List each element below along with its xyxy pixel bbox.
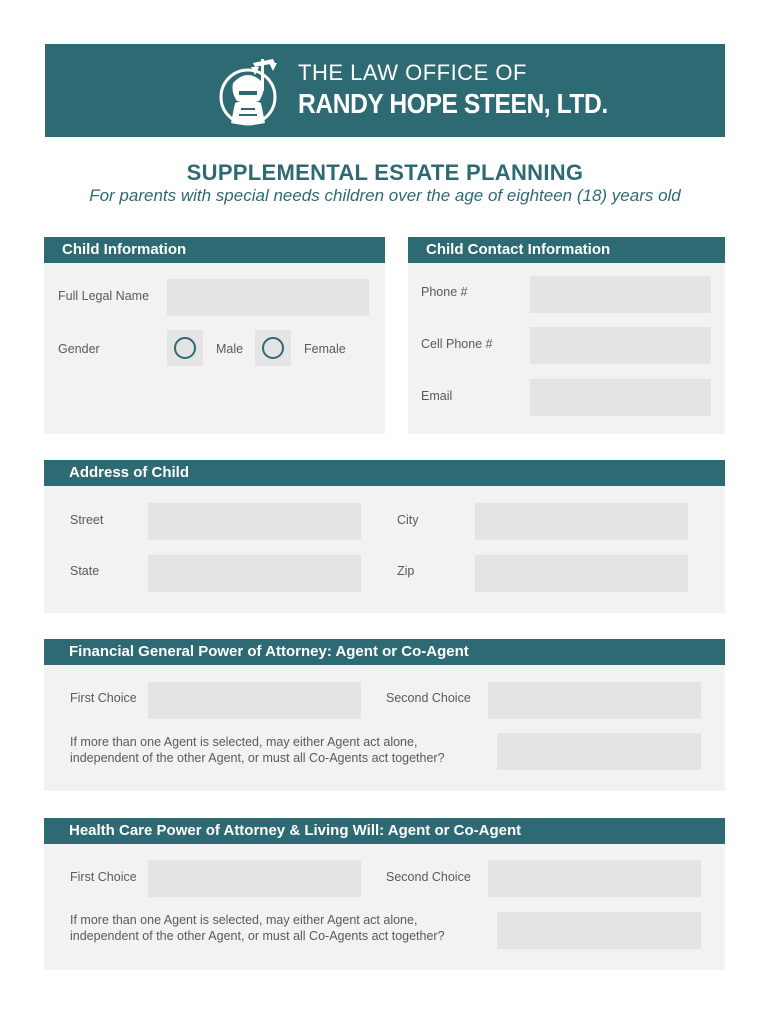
email-field[interactable] — [530, 379, 711, 416]
address-panel — [44, 460, 725, 613]
health-agent-answer-field[interactable] — [497, 912, 701, 949]
zip-label: Zip — [397, 564, 415, 578]
child-contact-panel — [408, 237, 725, 434]
city-field[interactable] — [475, 503, 688, 540]
health-second-choice-label: Second Choice — [386, 870, 471, 884]
firm-name-line1: THE LAW OFFICE OF — [298, 60, 527, 85]
male-label: Male — [216, 342, 244, 356]
document-subtitle: For parents with special needs children over the age of eighteen (18) years old — [89, 186, 681, 205]
state-label: State — [70, 564, 100, 578]
financial-agent-question — [70, 734, 445, 766]
health-first-choice-label: First Choice — [70, 870, 137, 884]
child-contact-heading: Child Contact Information — [408, 237, 725, 263]
cell-phone-label: Cell Phone # — [421, 337, 493, 351]
health-second-choice-field[interactable] — [488, 860, 701, 897]
financial-agent-answer-field[interactable] — [497, 733, 701, 770]
financial-question-line2: independent of the other Agent, or must all Co-Agents act together? — [70, 751, 445, 765]
lady-justice-icon — [219, 53, 281, 129]
male-radio[interactable] — [167, 330, 203, 366]
financial-poa-heading: Financial General Power of Attorney: Agent or Co-Agent — [44, 639, 725, 665]
phone-field[interactable] — [530, 276, 711, 313]
female-radio[interactable] — [255, 330, 291, 366]
health-agent-question — [70, 912, 445, 944]
health-question-line2: independent of the other Agent, or must all Co-Agents act together? — [70, 929, 445, 943]
full-legal-name-field[interactable] — [167, 279, 369, 316]
financial-second-choice-label: Second Choice — [386, 691, 471, 705]
child-info-panel — [44, 237, 385, 434]
city-label: City — [397, 513, 419, 527]
health-poa-panel — [44, 818, 725, 970]
cell-phone-field[interactable] — [530, 327, 711, 364]
financial-second-choice-field[interactable] — [488, 682, 701, 719]
zip-field[interactable] — [475, 555, 688, 592]
female-label: Female — [304, 342, 346, 356]
health-poa-heading: Health Care Power of Attorney & Living Will: Agent or Co-Agent — [44, 818, 725, 844]
female-radio-circle — [262, 337, 284, 359]
full-legal-name-label: Full Legal Name — [58, 289, 150, 303]
gender-label: Gender — [58, 342, 100, 356]
health-first-choice-field[interactable] — [148, 860, 361, 897]
financial-question-line1: If more than one Agent is selected, may either Agent act alone, — [70, 735, 418, 749]
firm-name-line2: RANDY HOPE STEEN, LTD. — [298, 88, 608, 119]
address-heading: Address of Child — [44, 460, 725, 486]
street-field[interactable] — [148, 503, 361, 540]
financial-poa-panel — [44, 639, 725, 791]
street-label: Street — [70, 513, 104, 527]
financial-first-choice-field[interactable] — [148, 682, 361, 719]
male-radio-circle — [174, 337, 196, 359]
email-label: Email — [421, 389, 453, 403]
phone-label: Phone # — [421, 285, 468, 299]
child-info-heading: Child Information — [44, 237, 385, 263]
state-field[interactable] — [148, 555, 361, 592]
financial-first-choice-label: First Choice — [70, 691, 137, 705]
health-question-line1: If more than one Agent is selected, may either Agent act alone, — [70, 913, 418, 927]
document-title: SUPPLEMENTAL ESTATE PLANNING — [186, 160, 584, 185]
